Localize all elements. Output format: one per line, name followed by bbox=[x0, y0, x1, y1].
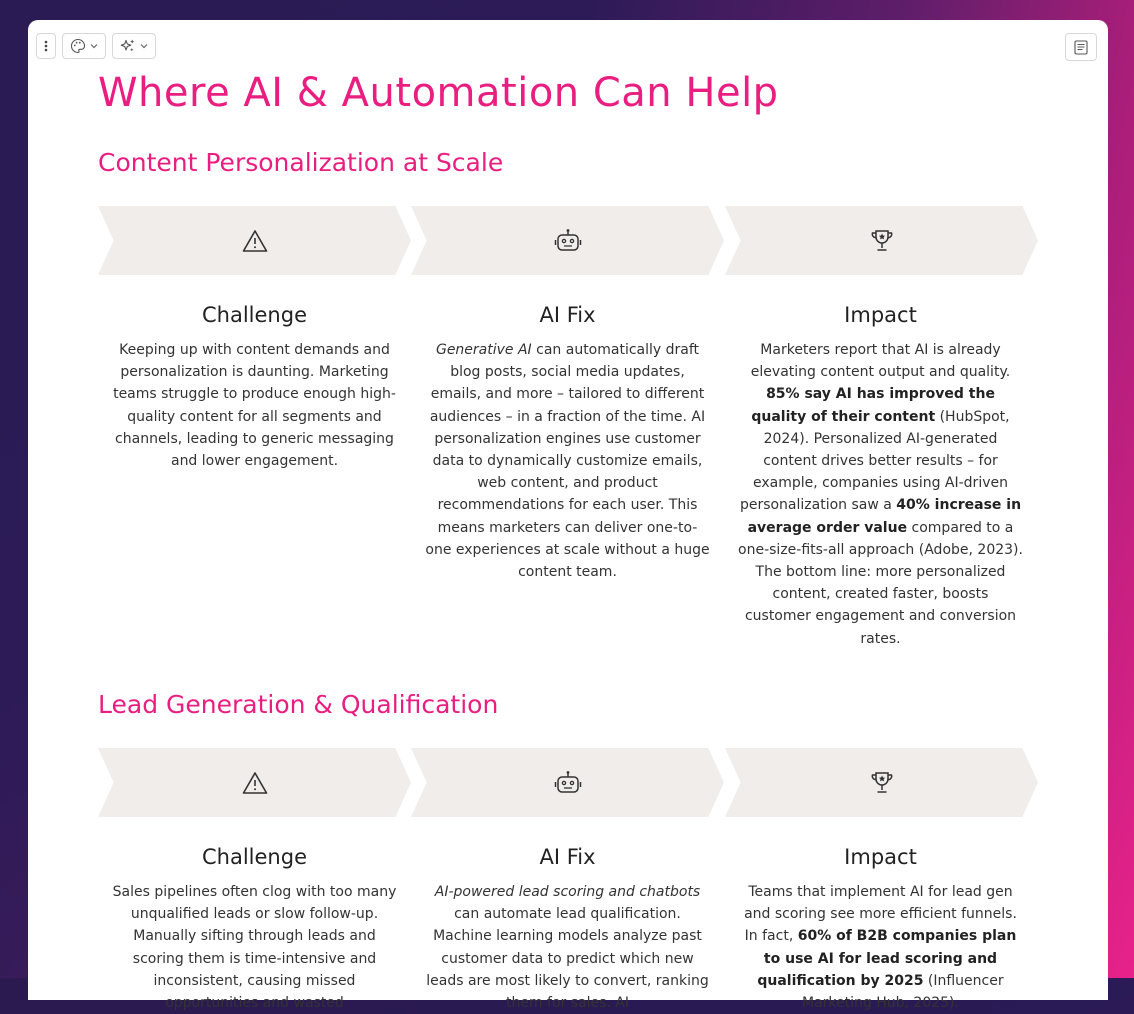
column-text bbox=[738, 339, 1023, 650]
notes-icon bbox=[1074, 40, 1088, 55]
vertical-dots-icon bbox=[44, 40, 48, 52]
arrow-step-challenge bbox=[98, 748, 411, 817]
column-impact bbox=[738, 845, 1023, 1014]
arrow-step-ai-fix bbox=[411, 748, 724, 817]
column-title: Challenge bbox=[202, 303, 307, 327]
body-text: Teams that implement AI for lead gen and scoring see more efficient funnels. In fact, bbox=[744, 884, 1017, 945]
body-text: (Influencer Marketing Hub, 2025). bbox=[802, 972, 1004, 1012]
section-heading: Content Personalization at Scale bbox=[98, 148, 504, 177]
sparkles-icon bbox=[120, 38, 136, 54]
warning-icon bbox=[242, 229, 268, 253]
column-impact bbox=[738, 303, 1023, 650]
menu-button[interactable] bbox=[36, 33, 56, 59]
body-text: Keeping up with content demands and personalization is daunting. Marketing teams struggle to produce enough high-quality content for all segments and channels, leading to generic messaging and lower engagement. bbox=[113, 342, 396, 470]
theme-button[interactable] bbox=[62, 33, 106, 59]
body-text: compared to a one-size-fits-all approach (Adobe, 2023). The bottom line: more personalized content, created faster, boosts customer engagement and conversion rates. bbox=[738, 519, 1023, 647]
page-title: Where AI & Automation Can Help bbox=[98, 70, 779, 116]
column-title: AI Fix bbox=[539, 303, 596, 327]
arrow-step-impact bbox=[725, 206, 1038, 275]
body-text: can automate lead qualification. Machine learning models analyze past customer data to predict which new leads are most likely to convert, ranking them for sales. AI bbox=[426, 906, 709, 1012]
column-title: Impact bbox=[844, 845, 917, 869]
column-title: Impact bbox=[844, 303, 917, 327]
italic-text: AI-powered lead scoring and chatbots bbox=[434, 884, 701, 900]
warning-icon bbox=[242, 771, 268, 795]
palette-icon bbox=[70, 38, 86, 54]
column-title: Challenge bbox=[202, 845, 307, 869]
column-text bbox=[112, 881, 397, 1014]
chevron-down-icon bbox=[90, 43, 98, 49]
editor-toolbar bbox=[36, 33, 156, 59]
process-arrows bbox=[98, 206, 1038, 276]
column-title: AI Fix bbox=[539, 845, 596, 869]
ai-assist-button[interactable] bbox=[112, 33, 156, 59]
column-ai-fix bbox=[425, 845, 710, 1014]
column-challenge bbox=[112, 845, 397, 1014]
robot-icon bbox=[554, 770, 582, 796]
emphasis-text: 60% of B2B companies plan to use AI for lead scoring and qualification by 2025 bbox=[757, 928, 1017, 989]
arrow-step-challenge bbox=[98, 206, 411, 275]
section-heading: Lead Generation & Qualification bbox=[98, 690, 499, 719]
italic-text: Generative AI bbox=[435, 342, 532, 358]
trophy-icon bbox=[869, 770, 895, 796]
emphasis-text: 40% increase in average order value bbox=[747, 497, 1022, 536]
trophy-icon bbox=[869, 228, 895, 254]
robot-icon bbox=[554, 228, 582, 254]
body-text: (HubSpot, 2024). Personalized AI-generated content drives better results – for example, companies using AI-driven personalization saw a bbox=[739, 408, 1010, 514]
arrow-step-ai-fix bbox=[411, 206, 724, 275]
column-challenge bbox=[112, 303, 397, 472]
arrow-step-impact bbox=[725, 748, 1038, 817]
emphasis-text: 85% say AI has improved the quality of their content bbox=[751, 386, 995, 425]
notes-button[interactable] bbox=[1065, 33, 1097, 61]
slide-card bbox=[28, 20, 1108, 1012]
column-text bbox=[425, 881, 710, 1014]
process-arrows bbox=[98, 748, 1038, 818]
column-text bbox=[425, 339, 710, 583]
chevron-down-icon bbox=[140, 43, 148, 49]
body-text: Sales pipelines often clog with too many unqualified leads or slow follow-up. Manually sifting through leads and scoring them is time-intensive and inconsistent, causing missed opportunities and wasted bbox=[112, 884, 397, 1012]
column-text bbox=[112, 339, 397, 472]
body-text: Marketers report that AI is already elevating content output and quality. bbox=[750, 342, 1011, 381]
body-text: can automatically draft blog posts, social media updates, emails, and more – tailored to different audiences – in a fraction of the time. AI personalization engines use customer data to dynamically customize emails, web content, and product recommendations for each user. This means marketers can deliver one-to-one experiences at scale without a huge content team. bbox=[425, 342, 710, 581]
column-ai-fix bbox=[425, 303, 710, 583]
column-text bbox=[738, 881, 1023, 1014]
